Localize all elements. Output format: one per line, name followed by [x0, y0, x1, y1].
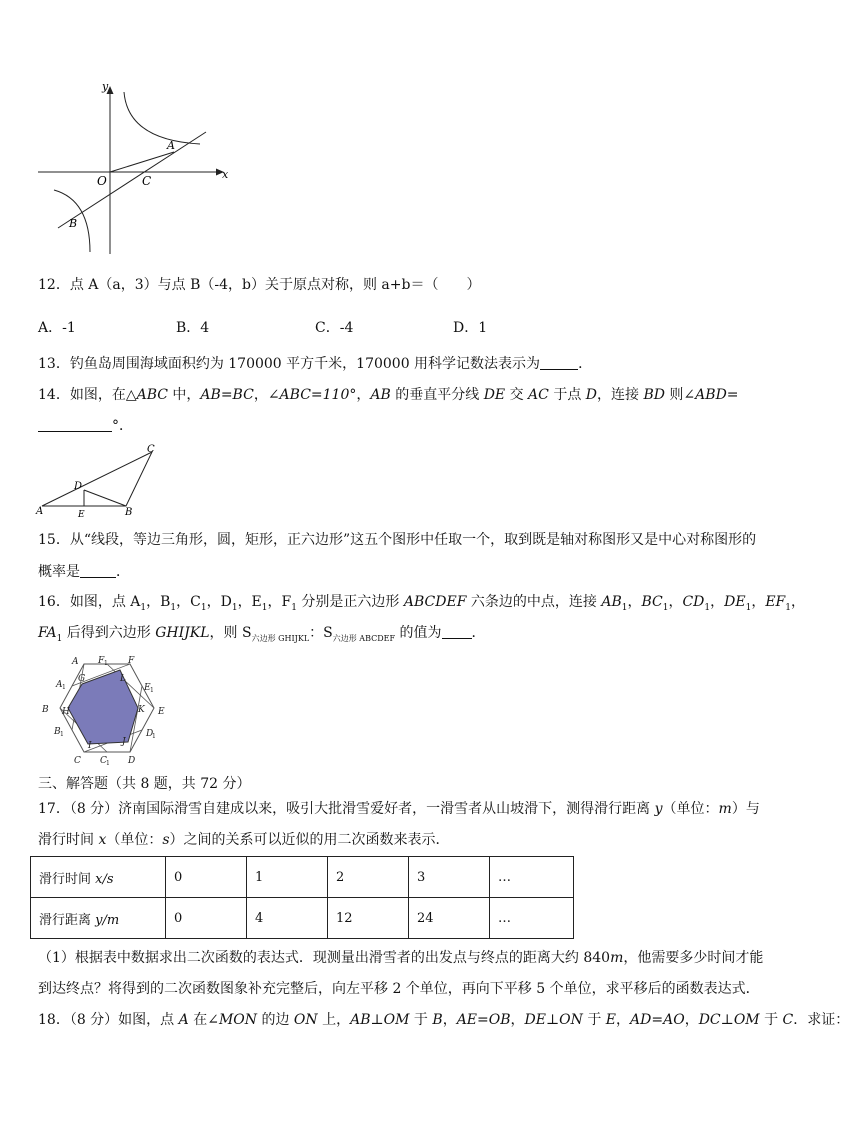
q17-t: ）与 — [731, 801, 760, 817]
q16-sub: 1 — [170, 602, 177, 613]
q12-stem: 12．点 A（a，3）与点 B（-4，b）关于原点对称，则 a+b＝（ ） — [38, 277, 481, 293]
q17-t: ）之间的关系可以近似的用二次函数来表示． — [169, 832, 450, 848]
q18-t: = — [651, 1012, 664, 1028]
q14-t: ，连接 — [597, 387, 644, 403]
q17-line2 — [38, 830, 450, 850]
cell-text: x/s — [95, 871, 114, 887]
q14-t: △ABC — [125, 387, 168, 403]
q16-sub: 六边形 ABCDEF — [332, 633, 396, 643]
q16-sub: 六边形 GHIJKL — [251, 633, 310, 643]
graph-figure — [34, 78, 234, 256]
q18-t: ．求证： — [793, 1012, 849, 1028]
label-D: D — [74, 481, 83, 492]
q16-t: ， — [668, 594, 683, 610]
table-header-cell — [31, 898, 166, 939]
q13-end: ． — [578, 356, 593, 372]
q18-t: ， — [510, 1012, 525, 1028]
q18-t: ⊥ — [370, 1012, 384, 1028]
q14-t: 中， — [167, 387, 201, 403]
label-G: G — [78, 674, 86, 684]
q16-t: 六条边的中点，连接 — [466, 594, 602, 610]
q16-t: ，D — [206, 594, 232, 610]
q18-t: C — [782, 1012, 794, 1028]
triangle-ABC — [42, 452, 152, 506]
q14-t: = — [726, 387, 739, 403]
q14-t: ， — [356, 387, 371, 403]
q17-t: y — [654, 801, 663, 817]
q16-t: ：S — [309, 625, 333, 641]
q16-t: ，E — [237, 594, 262, 610]
label-I: I — [88, 741, 92, 751]
table-cell: 4 — [247, 898, 328, 939]
label-C: C — [74, 756, 81, 766]
label-C1: C — [100, 756, 107, 766]
label-O: O — [97, 174, 107, 188]
label-D1: D — [146, 729, 154, 739]
q18-t: AO — [663, 1012, 685, 1028]
q14-line1 — [38, 385, 739, 405]
q16-t: CD — [682, 594, 705, 610]
table-cell: … — [490, 898, 574, 939]
label-B1: B — [54, 727, 61, 737]
q18-t: ， — [442, 1012, 457, 1028]
q13-text: 13．钓鱼岛周围海域面积约为 170000 平方千米，170000 用科学记数法表示为 — [38, 356, 541, 372]
q14-t: 14．如图，在 — [38, 387, 126, 403]
label-C: C — [147, 444, 155, 455]
q14-t: ∠ABC=110° — [267, 387, 357, 403]
q14-t: BD — [643, 387, 665, 403]
label-B: B — [125, 507, 133, 518]
q14-t: 交 — [505, 387, 529, 403]
q12-option-b: B．4 — [176, 320, 210, 336]
q14-t: AB — [370, 387, 391, 403]
label-E: E — [78, 510, 85, 520]
q16-sub: 1 — [662, 602, 669, 613]
table-row — [31, 898, 574, 939]
q14-t: DE — [483, 387, 506, 403]
q18-t: B — [432, 1012, 443, 1028]
q17-t: 滑行时间 — [38, 832, 99, 848]
label-D: D — [128, 756, 136, 766]
q18-t: AB — [350, 1012, 371, 1028]
cell-text: 滑行时间 — [39, 871, 96, 887]
label-A: A — [167, 139, 175, 152]
q18-t: ， — [684, 1012, 699, 1028]
q16-t: GHIJKL — [155, 625, 210, 641]
q16-line2 — [38, 623, 486, 649]
q16-t: ，则 S — [209, 625, 252, 641]
label-F1-sub: 1 — [104, 660, 108, 667]
q16-t: DE — [724, 594, 746, 610]
q18-t: DE — [524, 1012, 546, 1028]
q18-t: AD — [630, 1012, 652, 1028]
q18-t: 在∠ — [188, 1012, 219, 1028]
q17-t: ，他需要多少时间才能 — [623, 950, 764, 966]
q16-t: 分别是正六边形 — [296, 594, 404, 610]
q16-sub: 1 — [291, 602, 297, 613]
q18-t: DC — [698, 1012, 721, 1028]
line-AB — [58, 132, 206, 228]
q16-t: ， — [627, 594, 642, 610]
label-E1: E — [144, 683, 151, 693]
q16-t: AB — [601, 594, 622, 610]
q15-line1: 15．从“线段，等边三角形，圆，矩形，正六边形”这五个图形中任取一个，取到既是轴对称图形又是中心对称图形的 — [38, 532, 757, 548]
q16-sub: 1 — [745, 602, 752, 613]
table-cell: 3 — [409, 857, 490, 898]
table-cell: 0 — [166, 898, 247, 939]
q18-t: ⊥ — [545, 1012, 560, 1028]
q16-sub: 1 — [200, 602, 207, 613]
q16-t: ，B — [146, 594, 171, 610]
q13 — [38, 354, 592, 374]
label-A1: A — [56, 680, 63, 690]
label-x: x — [222, 168, 229, 181]
cell-text: y/m — [95, 912, 120, 928]
q16-t: 的值为 — [395, 625, 442, 641]
q12-option-a: A．-1 — [38, 320, 76, 336]
q18-line1 — [38, 1010, 849, 1030]
section3-title: 三、解答题（共 8 题，共 72 分） — [38, 776, 251, 792]
q16-blank — [442, 624, 472, 639]
q17-t: （单位： — [662, 801, 719, 817]
q18-t: ， — [616, 1012, 631, 1028]
q16-t: ， — [751, 594, 766, 610]
q15-blank — [80, 563, 116, 578]
q18-t: 的边 — [257, 1012, 294, 1028]
q13-blank — [540, 355, 578, 370]
q17-line1 — [38, 799, 760, 819]
q16-t: ABCDEF — [403, 594, 467, 610]
q18-t: E — [605, 1012, 617, 1028]
q17-t: s — [162, 832, 170, 848]
q16-t: FA — [38, 625, 57, 641]
q16-sub: 1 — [56, 633, 63, 644]
table-cell: 12 — [328, 898, 409, 939]
table-cell: … — [490, 857, 574, 898]
q12-option-c: C．-4 — [315, 320, 354, 336]
table-header-cell — [31, 857, 166, 898]
q15-t: 概率是 — [38, 564, 80, 580]
label-A1-sub: 1 — [62, 684, 66, 691]
q18-t: ⊥ — [720, 1012, 734, 1028]
label-D1-sub: 1 — [152, 733, 156, 740]
q17-t: m — [718, 801, 732, 817]
table-row — [31, 857, 574, 898]
data-table — [30, 856, 574, 939]
label-A: A — [36, 506, 44, 517]
q17-t: x — [98, 832, 107, 848]
label-B: B — [42, 705, 49, 715]
label-B1-sub: 1 — [60, 731, 64, 738]
hexagon-figure — [36, 652, 170, 768]
q15-end: ． — [116, 564, 130, 580]
q16-t: ， — [791, 594, 805, 610]
q12-option-d: D．1 — [453, 320, 488, 336]
q14-t: 的垂直平分线 — [390, 387, 484, 403]
label-J: J — [122, 737, 126, 747]
label-C1-sub: 1 — [106, 760, 110, 767]
label-F: F — [128, 656, 135, 666]
label-F1: F — [98, 656, 105, 666]
q16-line1 — [38, 592, 805, 618]
q16-sub: 1 — [140, 602, 147, 613]
q17-part1-line1 — [38, 948, 763, 968]
q17-t: m — [610, 950, 624, 966]
label-B: B — [69, 217, 78, 230]
q16-end: ． — [471, 625, 486, 641]
label-E: E — [158, 707, 165, 717]
q16-t: EF — [765, 594, 786, 610]
hyperbola-branch-1 — [124, 92, 200, 144]
label-H: H — [62, 707, 70, 717]
q18-t: OM — [383, 1012, 410, 1028]
label-K: K — [138, 705, 145, 715]
q16-t: ，F — [267, 594, 292, 610]
q14-blank — [38, 417, 112, 432]
q16-t: ， — [710, 594, 725, 610]
q18-t: AE — [456, 1012, 478, 1028]
q14-end: °． — [112, 418, 133, 434]
table-cell: 2 — [328, 857, 409, 898]
q18-t: MON — [218, 1012, 257, 1028]
triangle-figure — [34, 442, 164, 520]
segment-BD — [84, 490, 126, 506]
q18-t: 18．（8 分）如图，点 — [38, 1012, 179, 1028]
label-L: L — [120, 674, 126, 684]
table-cell: 1 — [247, 857, 328, 898]
q18-t: OB — [488, 1012, 511, 1028]
q18-t: OM — [733, 1012, 760, 1028]
q18-t: 上， — [317, 1012, 351, 1028]
q18-t: = — [477, 1012, 489, 1028]
q16-t: 16．如图，点 A — [38, 594, 141, 610]
line-OA — [110, 152, 174, 172]
q16-t: BC — [641, 594, 663, 610]
q15-line2 — [38, 562, 130, 582]
q18-t: A — [178, 1012, 189, 1028]
q16-sub: 1 — [785, 602, 791, 613]
q16-t: 后得到六边形 — [62, 625, 156, 641]
q14-line2 — [38, 416, 133, 436]
q17-part1-line2: 到达终点？将得到的二次函数图象补充完整后，向左平移 2 个单位，再向下平移 5 个单位，求平移后的函数表达式． — [38, 981, 760, 997]
q18-t: ON — [293, 1012, 318, 1028]
q18-t: 于 — [582, 1012, 606, 1028]
label-E1-sub: 1 — [150, 687, 154, 694]
q14-t: 于点 — [548, 387, 586, 403]
q14-t: D — [585, 387, 598, 403]
q14-t: 则∠ — [664, 387, 696, 403]
q16-sub: 1 — [621, 602, 628, 613]
table-cell: 24 — [409, 898, 490, 939]
q16-sub: 1 — [704, 602, 711, 613]
q17-t: （1）根据表中数据求出二次函数的表达式．现测量出滑雪者的出发点与终点的距离大约 840 — [38, 950, 611, 966]
q18-t: 于 — [759, 1012, 783, 1028]
q14-t: ABD — [695, 387, 727, 403]
q18-t: 于 — [409, 1012, 433, 1028]
q14-t: ， — [253, 387, 268, 403]
q17-t: 17．（8 分）济南国际滑雪自建成以来，吸引大批滑雪爱好者，一滑雪者从山坡滑下，测得滑行距离 — [38, 801, 655, 817]
q16-sub: 1 — [261, 602, 268, 613]
q14-t: AB=BC — [200, 387, 254, 403]
label-C: C — [142, 174, 152, 188]
q16-sub: 1 — [231, 602, 238, 613]
table-cell: 0 — [166, 857, 247, 898]
q17-t: （单位： — [106, 832, 163, 848]
cell-text: 滑行距离 — [39, 912, 96, 928]
label-A: A — [72, 657, 79, 667]
q18-t: ON — [559, 1012, 583, 1028]
q16-t: ，C — [176, 594, 201, 610]
label-y: y — [102, 80, 109, 93]
q14-t: AC — [528, 387, 549, 403]
